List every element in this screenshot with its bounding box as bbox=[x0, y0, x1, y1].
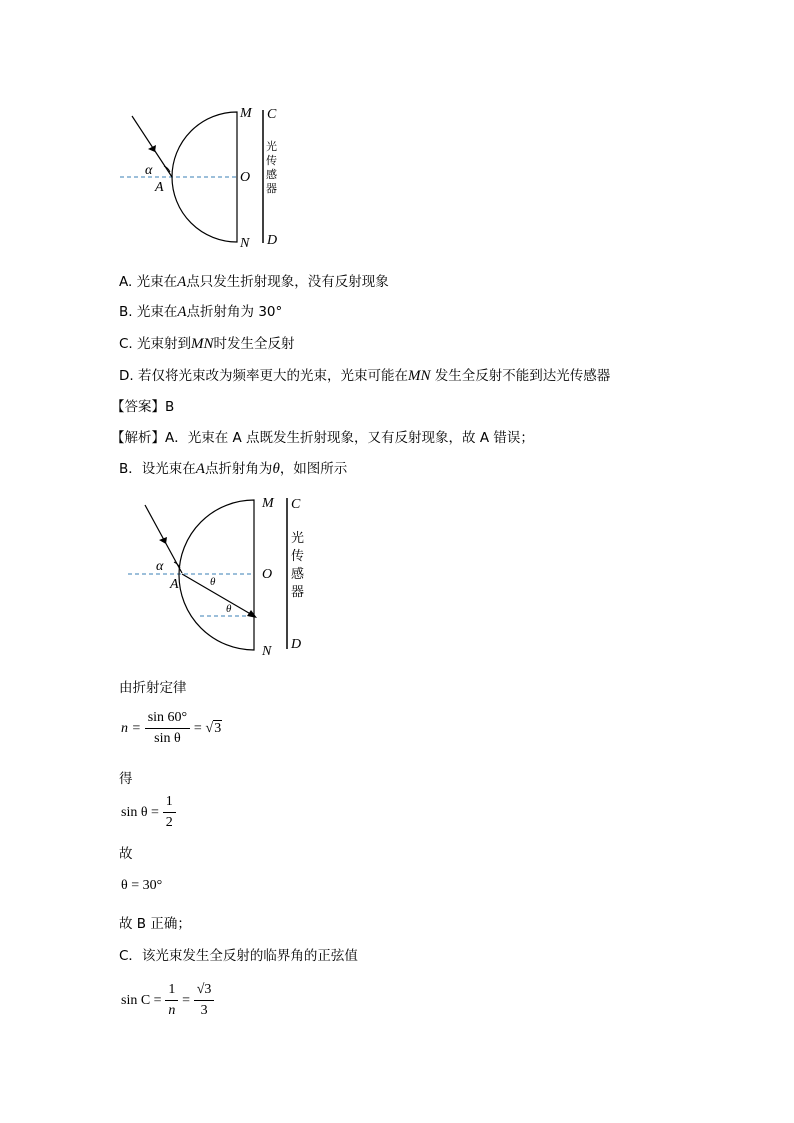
label-alpha: α bbox=[145, 163, 153, 178]
option-c-mn: MN bbox=[191, 336, 214, 352]
sensor-char-4: 器 bbox=[266, 182, 277, 195]
option-b-point: A bbox=[177, 304, 187, 320]
sensor-char-2-1: 光 bbox=[291, 531, 305, 546]
label-d: D bbox=[267, 233, 278, 248]
sensor-char-2: 传 bbox=[266, 154, 277, 167]
option-a-pre: 光束在 bbox=[136, 274, 178, 290]
eq4-lhs: sin C = bbox=[121, 992, 162, 1008]
sensor-char-3: 感 bbox=[266, 168, 277, 181]
option-b-letter: B. bbox=[119, 304, 133, 320]
analysis-b-post: ，如图所示 bbox=[279, 461, 348, 477]
option-c bbox=[119, 332, 295, 353]
sensor-char-2-3: 感 bbox=[291, 567, 305, 582]
option-a-post: 点只发生折射现象，没有反射现象 bbox=[186, 274, 389, 290]
sensor-char-2-4: 器 bbox=[291, 585, 305, 600]
analysis-a: A．光束在 A 点既发生折射现象，又有反射现象，故 A 错误； bbox=[165, 430, 534, 446]
label-alpha-2: α bbox=[156, 559, 164, 574]
analysis-b-mid: 点折射角为 bbox=[204, 461, 273, 477]
eq1-radicand: 3 bbox=[214, 720, 222, 736]
analysis-tag: 【解析】 bbox=[111, 430, 165, 446]
eq4-fraction-1 bbox=[165, 980, 178, 1021]
label-d-2: D bbox=[291, 637, 302, 652]
eq4-numerator-1: 1 bbox=[165, 980, 178, 1001]
analysis-line-2 bbox=[119, 457, 347, 478]
option-a bbox=[119, 270, 389, 291]
equation-sin-theta bbox=[121, 792, 176, 833]
option-d-letter: D. bbox=[119, 368, 134, 384]
sensor-char-1: 光 bbox=[266, 140, 277, 153]
label-c: C bbox=[267, 107, 277, 122]
figure-2-diagram bbox=[118, 492, 318, 662]
gu-text-1: 故 bbox=[119, 846, 133, 862]
label-theta-1: θ bbox=[210, 576, 216, 588]
sensor-char-2-2: 传 bbox=[291, 549, 305, 564]
option-d-mn: MN bbox=[407, 368, 431, 384]
eq1-denominator: sin θ bbox=[154, 731, 181, 746]
label-o-2: O bbox=[262, 567, 273, 582]
answer-line bbox=[111, 395, 174, 415]
option-c-post: 时发生全反射 bbox=[213, 336, 295, 352]
eq1-equals: = bbox=[193, 720, 202, 736]
label-n-2: N bbox=[262, 644, 272, 659]
part-c-text: C．该光束发生全反射的临界角的正弦值 bbox=[119, 948, 358, 964]
eq1-fraction bbox=[145, 708, 190, 749]
eq1-lhs: n = bbox=[121, 720, 141, 736]
analysis-b-theta: θ bbox=[272, 461, 280, 477]
option-c-letter: C. bbox=[119, 336, 133, 352]
eq2-lhs: sin θ = bbox=[121, 804, 159, 820]
answer-value: B bbox=[165, 399, 175, 415]
eq2-numerator: 1 bbox=[163, 792, 176, 813]
eq4-numerator-2: √3 bbox=[194, 980, 215, 1001]
answer-tag: 【答案】 bbox=[111, 399, 165, 415]
label-m-2: M bbox=[262, 496, 274, 511]
eq4-denominator-2: 3 bbox=[200, 1003, 208, 1018]
equation-theta: θ = 30° bbox=[121, 878, 163, 893]
equation-n bbox=[121, 708, 222, 749]
analysis-line-1 bbox=[111, 426, 534, 446]
figure-1-diagram bbox=[110, 100, 310, 255]
eq2-fraction bbox=[163, 792, 176, 833]
label-n: N bbox=[240, 236, 250, 251]
analysis-b-point: A bbox=[195, 461, 205, 477]
eq2-denominator: 2 bbox=[165, 815, 173, 830]
de-text: 得 bbox=[119, 771, 133, 787]
label-c-2: C bbox=[291, 497, 301, 512]
label-a-2: A bbox=[170, 577, 179, 592]
conclusion-b: 故 B 正确； bbox=[119, 916, 191, 932]
label-theta-2: θ bbox=[226, 603, 232, 615]
refracted-ray bbox=[182, 574, 254, 616]
option-d-post: 发生全反射不能到达光传感器 bbox=[434, 368, 611, 384]
eq1-numerator: sin 60° bbox=[145, 708, 190, 729]
label-a: A bbox=[155, 180, 164, 195]
eq4-radicand: 3 bbox=[204, 982, 212, 997]
eq4-fraction-2 bbox=[194, 980, 215, 1021]
eq4-equals: = bbox=[182, 992, 190, 1008]
option-c-pre: 光束射到 bbox=[137, 336, 192, 352]
option-d-pre: 若仅将光束改为频率更大的光束，光束可能在 bbox=[137, 368, 408, 384]
refraction-law-text: 由折射定律 bbox=[119, 680, 187, 696]
option-b-pre: 光束在 bbox=[136, 304, 178, 320]
equation-sin-c bbox=[121, 980, 214, 1021]
option-d bbox=[119, 364, 610, 385]
analysis-b-pre: B．设光束在 bbox=[119, 461, 196, 477]
label-m: M bbox=[240, 106, 252, 121]
eq1-sqrt: √3 bbox=[205, 720, 222, 736]
option-b bbox=[119, 300, 282, 321]
refracted-arrow-head bbox=[247, 610, 257, 618]
label-o: O bbox=[240, 170, 251, 185]
option-b-post: 点折射角为 30° bbox=[186, 304, 283, 320]
eq4-denominator-1: n bbox=[168, 1003, 176, 1018]
semicircle-outline-2 bbox=[179, 500, 254, 650]
option-a-letter: A. bbox=[119, 274, 133, 290]
option-a-point: A bbox=[177, 274, 187, 290]
